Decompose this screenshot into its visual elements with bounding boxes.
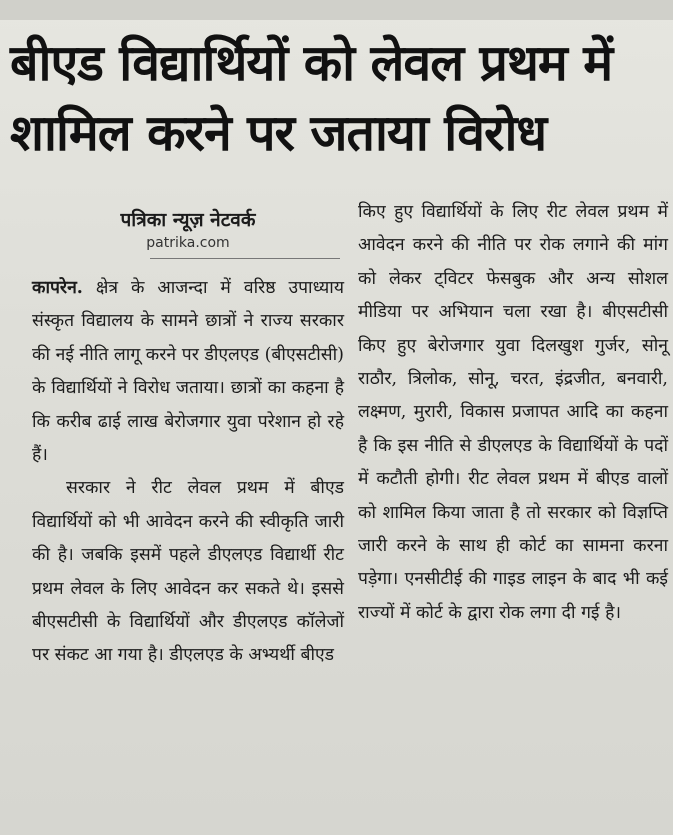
dateline: कापरेन. bbox=[32, 278, 83, 298]
paragraph-3: किए हुए विद्यार्थियों के लिए रीट लेवल प्रथम में आवेदन करने की नीति पर रोक लगाने की मांग को लेकर ट्विटर फेसबुक और अन्य सोशल मीडिया पर अभियान चला रखा है। बीएसटीसी किए हुए बेरोजगार युवा दिलखुश गुर्जर, सोनू राठौर, त्रिलोक, सोनू, चरत, इंद्रजीत, बनवारी, लक्ष्मण, मुरारी, विकास प्रजापत आदि का कहना है कि इस नीति से डीएलएड के विद्यार्थियों के पदों में कटौती होगी। रीट लेवल प्रथम में बीएड वालों को शामिल किया जाता है तो सरकार को विज्ञप्ति जारी करने के साथ ही कोर्ट का सामना करना पड़ेगा। एनसीटीई की गाइड लाइन के बाद भी कई राज्यों में कोर्ट के द्वारा रोक लगा दी गई है। bbox=[358, 202, 668, 623]
right-column bbox=[358, 196, 668, 630]
byline-source: पत्रिका न्यूज़ नेटवर्क bbox=[120, 209, 256, 231]
paragraph-1-text: क्षेत्र के आजन्दा में वरिष्ठ उपाध्याय संस्कृत विद्यालय के सामने छात्रों ने राज्य सरकार की नई नीति लागू करने पर डीएलएड (बीएसटीसी) के विद्यार्थियों ने विरोध जताया। छात्रों का कहना है कि करीब ढाई लाख बेरोजगार युवा परेशान हो रहे हैं। bbox=[32, 278, 344, 466]
paragraph-1 bbox=[32, 272, 344, 472]
byline bbox=[32, 207, 344, 253]
paragraph-2: सरकार ने रीट लेवल प्रथम में बीएड विद्यार्थियों को भी आवेदन करने की स्वीकृति जारी की है। जबकि इसमें पहले डीएलएड विद्यार्थी रीट प्रथम लेवल के लिए आवेदन कर सकते थे। इससे बीएसटीसी के विद्यार्थियों और डीएलएड कॉलेजों पर संकट आ गया है। डीएलएड के अभ्यर्थी बीएड bbox=[32, 478, 344, 666]
left-column bbox=[32, 272, 344, 673]
previous-article-strip bbox=[0, 0, 673, 20]
byline-website: patrika.com bbox=[146, 235, 230, 251]
byline-divider bbox=[150, 258, 340, 259]
headline: बीएड विद्यार्थियों को लेवल प्रथम में शामिल करने पर जताया विरोध bbox=[10, 34, 613, 162]
